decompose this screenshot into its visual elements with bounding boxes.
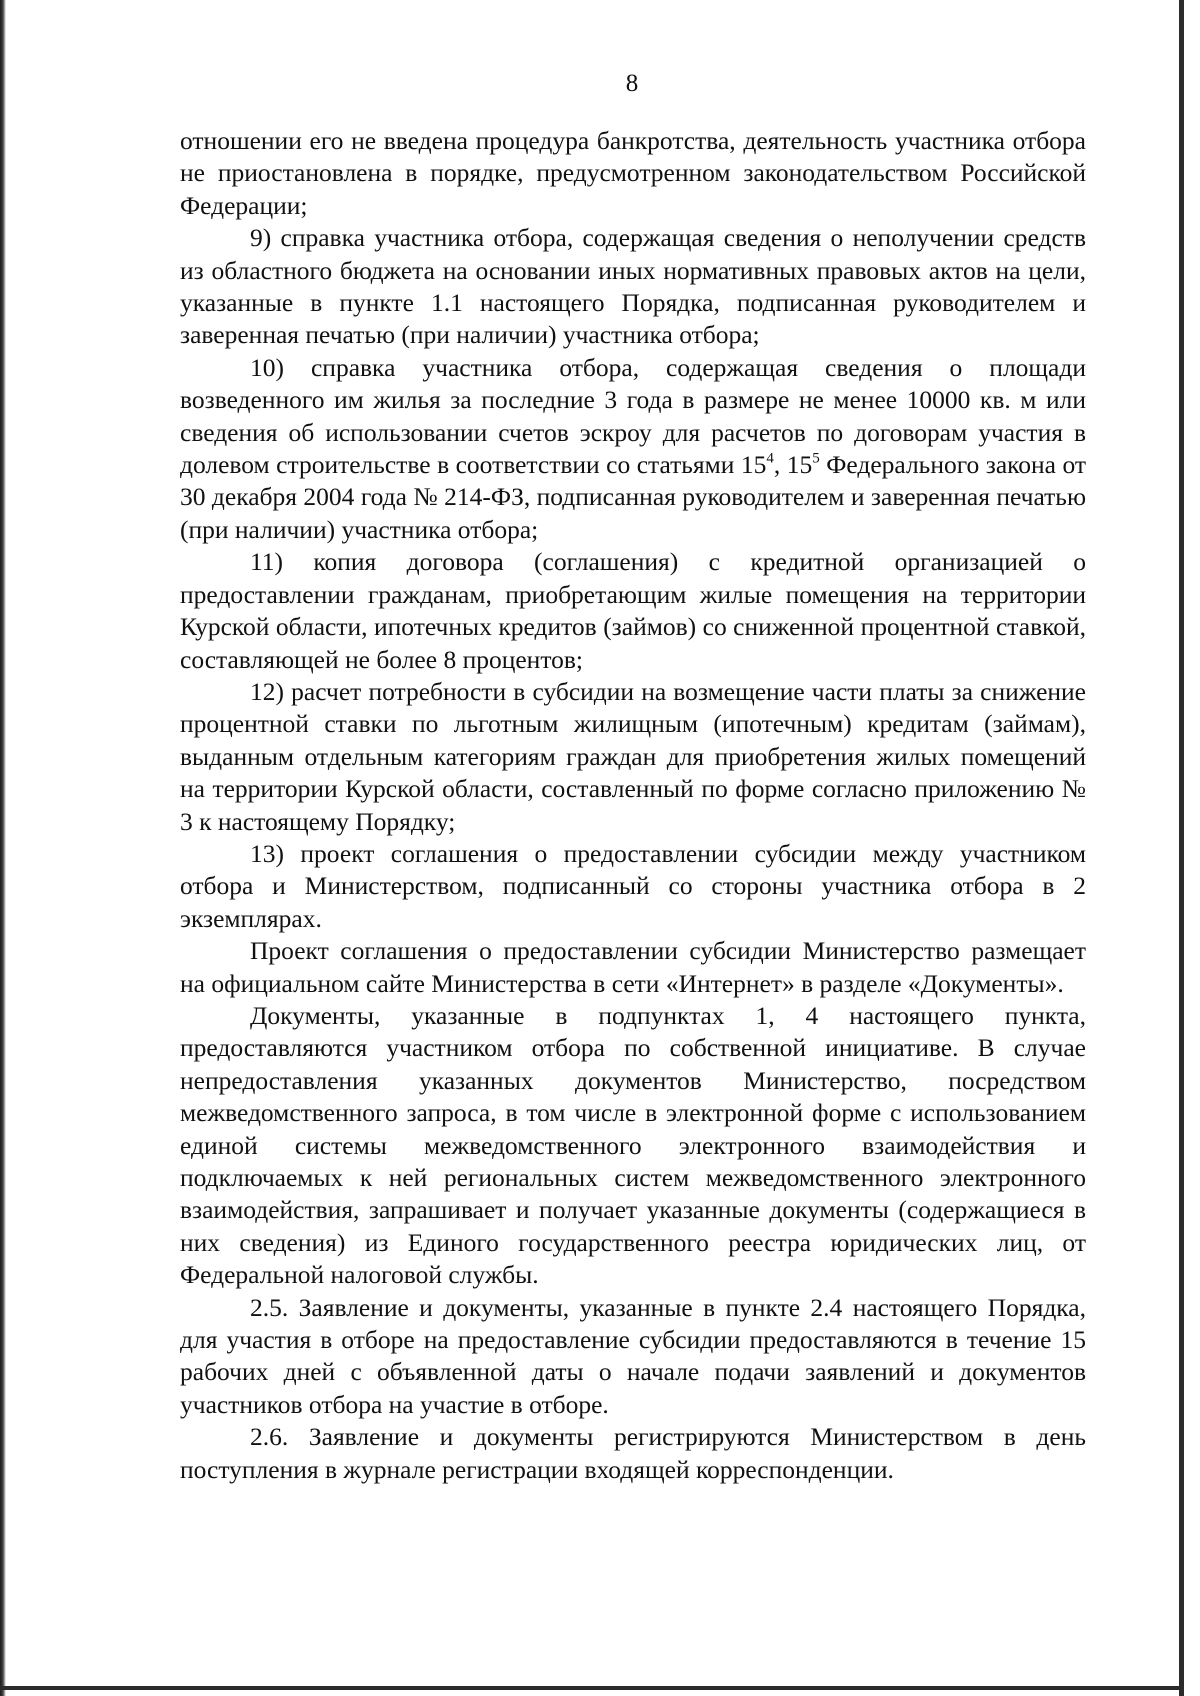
paragraph-2-6: 2.6. Заявление и документы регистрируются Министерством в день поступления в журнале регистрации входящей корреспонденции. (180, 1422, 1086, 1484)
item-10-part-2: , 15 (773, 450, 813, 480)
paragraph-item-10 (180, 352, 1086, 546)
paragraph-item-11: 11) копия договора (соглашения) с кредитной организацией о предоставлении гражданам, приобретающим жилые помещения на территории Курской области, ипотечных кредитов (займов) со сниженной процентной ставкой, составляющей не более 8 процентов; (180, 547, 1086, 674)
paragraph-item-13: 13) проект соглашения о предоставлении субсидии между участником отбора и Министерством, подписанный со стороны участника отбора в 2 экземплярах. (180, 838, 1086, 933)
item-10-superscript-1: 4 (766, 450, 774, 467)
page-number: 8 (625, 70, 639, 97)
paragraph-continuation: отношении его не введена процедура банкротства, деятельность участника отбора не приостановлена в порядке, предусмотренном законодательством Российской Федерации; (180, 126, 1086, 220)
paragraph-project: Проект соглашения о предоставлении субсидии Министерство размещает на официальном сайте Министерства в сети «Интернет» в разделе «Документы». (180, 936, 1086, 998)
paragraph-2-5: 2.5. Заявление и документы, указанные в пункте 2.4 настоящего Порядка, для участия в отборе на предоставление субсидии предоставляются в течение 15 рабочих дней с объявленной даты о начале подачи заявлений и документов участников отбора на участие в отборе. (180, 1292, 1086, 1419)
paragraph-documents: Документы, указанные в подпунктах 1, 4 настоящего пункта, предоставляются участником отбора по собственной инициативе. В случае непредоставления указанных документов Министерство, посредством межведомственного запроса, в том числе в электронной форме с использованием единой системы межведомственного электронного взаимодействия и подключаемых к ней региональных систем межведомственного электронного взаимодействия, запрашивает и получает указанные документы (содержащиеся в них сведения) из Единого государственного реестра юридических лиц, от Федеральной налоговой службы. (180, 1000, 1086, 1290)
item-10-part-1: 10) справка участника отбора, содержащая сведения о площади возведенного им жилья за последние 3 года в размере не менее 10000 кв. м или сведения об использовании счетов эскроу для расчетов по договорам участия в долевом строительстве в соответствии со статьями 15 (180, 352, 1086, 480)
item-10-superscript-2: 5 (812, 450, 820, 467)
scan-edge-bottom (0, 1686, 1184, 1690)
scan-edge-right (1179, 0, 1184, 1696)
item-10-part-3: Федерального закона от 30 декабря 2004 года № 214-ФЗ, подписанная руководителем и заверенная печатью (при наличии) участника отбора; (180, 450, 1087, 544)
paragraph-item-12: 12) расчет потребности в субсидии на возмещение части платы за снижение процентной ставки по льготным жилищным (ипотечным) кредитам (займам), выданным отдельным категориям граждан для приобретения жилых помещений на территории Курской области, составленный по форме согласно приложению № 3 к настоящему Порядку; (180, 676, 1086, 836)
scan-edge-left (0, 0, 6, 1696)
document-body (180, 125, 1086, 1486)
paragraph-item-9: 9) справка участника отбора, содержащая сведения о неполучении средств из областного бюджета на основании иных нормативных правовых актов на цели, указанные в пункте 1.1 настоящего Порядка, подписанная руководителем и заверенная печатью (при наличии) участника отбора; (180, 223, 1086, 350)
